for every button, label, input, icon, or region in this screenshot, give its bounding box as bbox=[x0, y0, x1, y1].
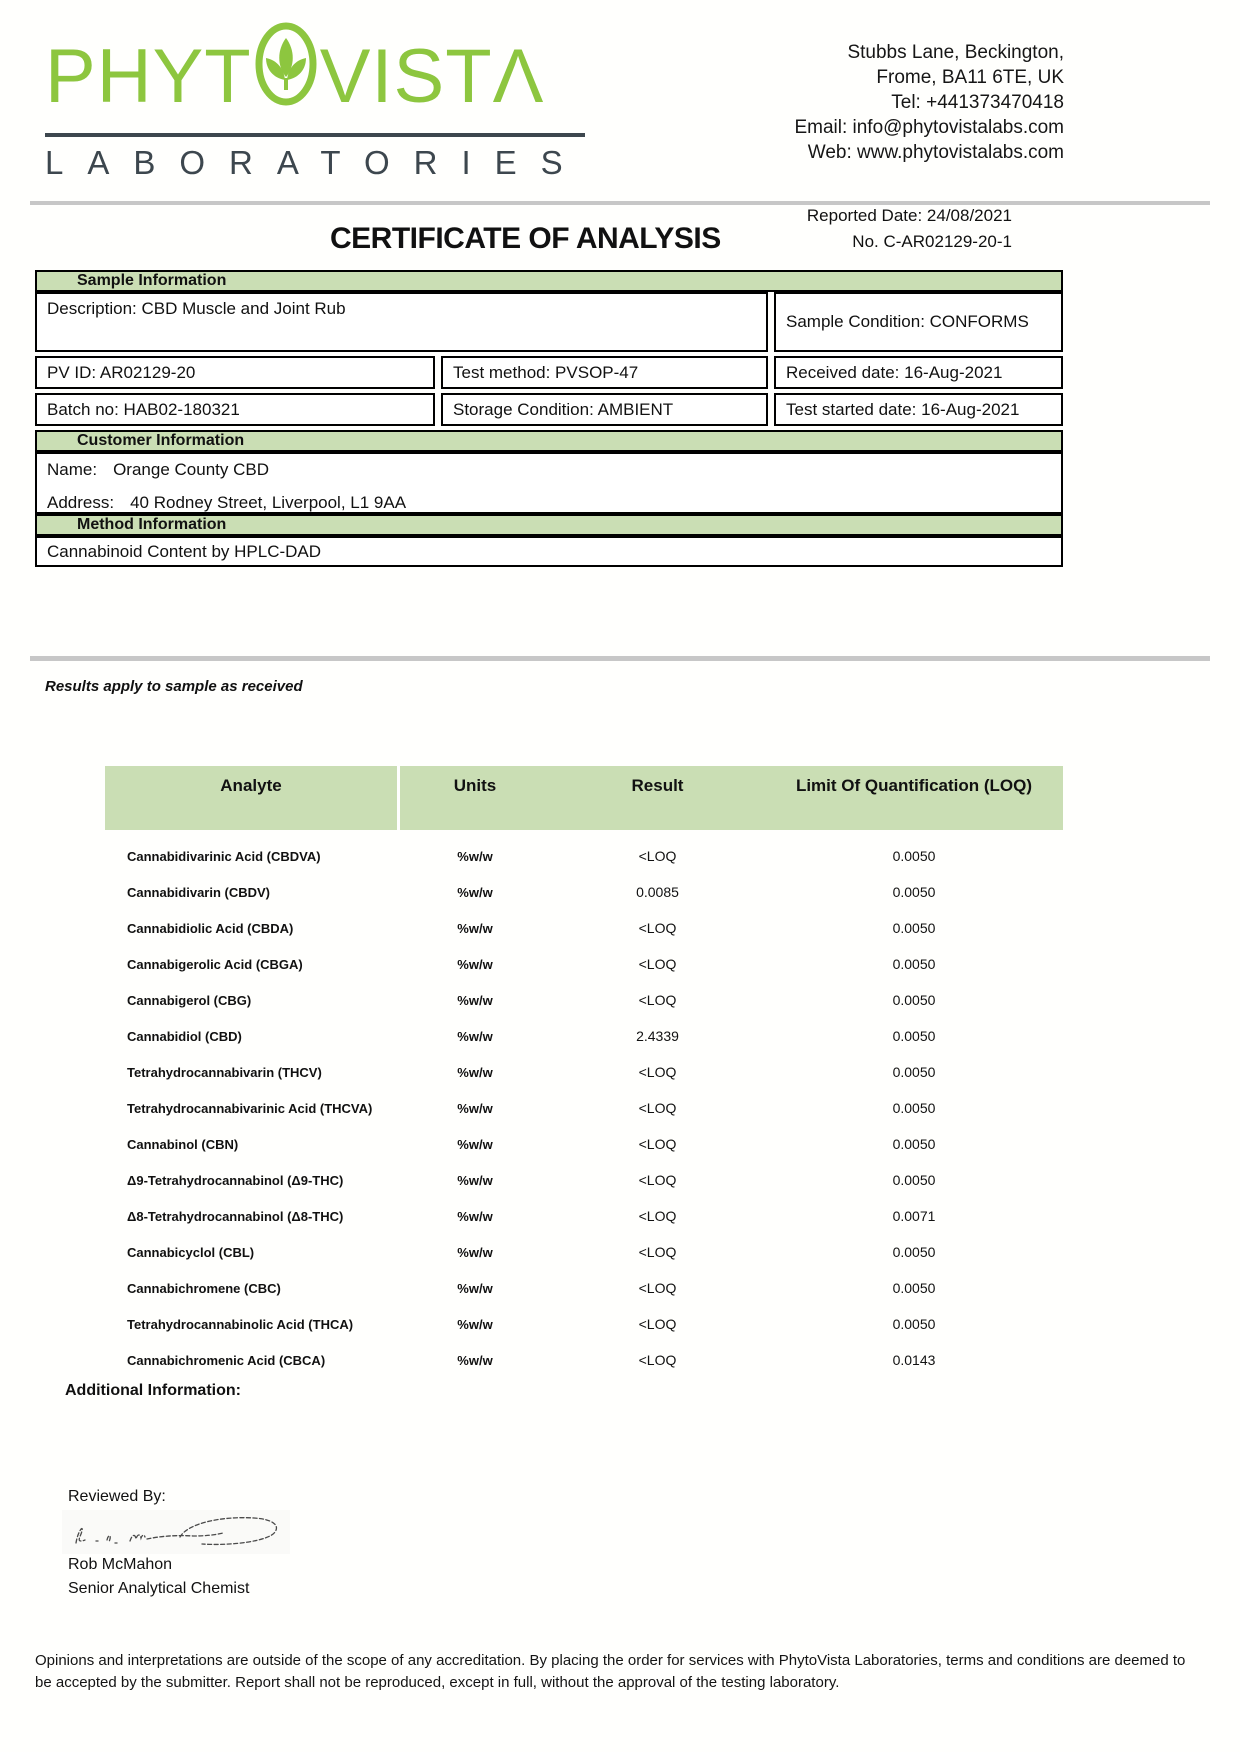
table-row bbox=[105, 910, 1063, 946]
result-cell: <LOQ bbox=[638, 992, 677, 1008]
table-row bbox=[105, 982, 1063, 1018]
units-cell: %w/w bbox=[457, 1316, 493, 1332]
signature-image bbox=[62, 1510, 302, 1559]
result-cell: <LOQ bbox=[638, 1352, 677, 1368]
analyte-cell: Cannabidivarinic Acid (CBDVA) bbox=[127, 848, 321, 864]
table-row bbox=[105, 838, 1063, 874]
table-row bbox=[105, 1342, 1063, 1378]
body-divider bbox=[30, 656, 1210, 661]
units-cell: %w/w bbox=[457, 848, 493, 864]
result-cell: 2.4339 bbox=[636, 1028, 679, 1044]
loq-cell: 0.0050 bbox=[892, 1100, 936, 1116]
sample-description-cell: Description: CBD Muscle and Joint Rub bbox=[35, 292, 768, 352]
column-header-analyte: Analyte bbox=[105, 766, 400, 830]
analyte-cell: Tetrahydrocannabivarin (THCV) bbox=[127, 1064, 322, 1080]
customer-name-label: Name: bbox=[47, 460, 98, 479]
units-cell: %w/w bbox=[457, 1280, 493, 1296]
disclaimer-text: Opinions and interpretations are outside of the scope of any accreditation. By placing the order for services with PhytoVista Laboratories, terms and conditions are deemed to be accepted by the submitter. Report shall not be reproduced, except in full, without the approval of the testing laboratory. bbox=[35, 1652, 1186, 1691]
units-cell: %w/w bbox=[457, 1208, 493, 1224]
units-cell: %w/w bbox=[457, 920, 493, 936]
analyte-cell: Tetrahydrocannabivarinic Acid (THCVA) bbox=[127, 1100, 373, 1116]
result-cell: <LOQ bbox=[638, 1208, 677, 1224]
results-table bbox=[105, 766, 1063, 1378]
result-cell: <LOQ bbox=[638, 1100, 677, 1116]
result-cell: <LOQ bbox=[638, 1244, 677, 1260]
logo-text-end: Λ bbox=[492, 33, 545, 119]
units-cell: %w/w bbox=[457, 1172, 493, 1188]
analyte-cell: Cannabidivarin (CBDV) bbox=[127, 884, 271, 900]
test-method-cell: Test method: PVSOP-47 bbox=[441, 356, 768, 389]
report-meta bbox=[807, 203, 1012, 255]
analyte-cell: Cannabichromenic Acid (CBCA) bbox=[127, 1352, 326, 1368]
section-header-method-information: Method Information bbox=[35, 514, 1063, 536]
loq-cell: 0.0143 bbox=[892, 1352, 936, 1368]
pv-id-cell: PV ID: AR02129-20 bbox=[35, 356, 435, 389]
batch-no-cell: Batch no: HAB02-180321 bbox=[35, 393, 435, 426]
table-row bbox=[105, 946, 1063, 982]
analyte-cell: Cannabigerol (CBG) bbox=[127, 992, 252, 1008]
logo-subtitle: LABORATORIES bbox=[45, 144, 587, 181]
results-note: Results apply to sample as received bbox=[45, 678, 303, 695]
result-cell: <LOQ bbox=[638, 848, 677, 864]
customer-address-line bbox=[47, 493, 1061, 513]
received-date-cell: Received date: 16-Aug-2021 bbox=[774, 356, 1063, 389]
table-row bbox=[105, 1018, 1063, 1054]
reviewer-title: Senior Analytical Chemist bbox=[68, 1580, 250, 1597]
loq-cell: 0.0050 bbox=[892, 992, 936, 1008]
loq-cell: 0.0050 bbox=[892, 1280, 936, 1296]
results-table-body bbox=[105, 838, 1063, 1378]
analyte-cell: Cannabidiolic Acid (CBDA) bbox=[127, 920, 294, 936]
result-cell: <LOQ bbox=[638, 920, 677, 936]
phytovista-logo bbox=[45, 22, 590, 182]
storage-condition-cell: Storage Condition: AMBIENT bbox=[441, 393, 768, 426]
loq-cell: 0.0050 bbox=[892, 1064, 936, 1080]
result-cell: <LOQ bbox=[638, 1136, 677, 1152]
units-cell: %w/w bbox=[457, 992, 493, 1008]
loq-cell: 0.0050 bbox=[892, 884, 936, 900]
reviewer-name: Rob McMahon bbox=[68, 1556, 173, 1573]
analyte-cell: Cannabidiol (CBD) bbox=[127, 1028, 242, 1044]
page-title: CERTIFICATE OF ANALYSIS bbox=[330, 222, 721, 255]
units-cell: %w/w bbox=[457, 884, 493, 900]
loq-cell: 0.0050 bbox=[892, 848, 936, 864]
method-cell: Cannabinoid Content by HPLC-DAD bbox=[35, 536, 1063, 567]
analyte-cell: Cannabicyclol (CBL) bbox=[127, 1244, 255, 1260]
logo-text-mid: VIST bbox=[319, 33, 493, 119]
logo-divider bbox=[45, 133, 585, 137]
contact-tel: Tel: +441373470418 bbox=[891, 92, 1064, 113]
contact-web: Web: www.phytovistalabs.com bbox=[807, 142, 1064, 163]
units-cell: %w/w bbox=[457, 956, 493, 972]
contact-city: Frome, BA11 6TE, UK bbox=[876, 67, 1064, 88]
table-row bbox=[105, 874, 1063, 910]
loq-cell: 0.0050 bbox=[892, 956, 936, 972]
column-header-result: Result bbox=[631, 776, 684, 795]
result-cell: 0.0085 bbox=[636, 884, 679, 900]
table-row bbox=[105, 1162, 1063, 1198]
sample-condition-cell: Sample Condition: CONFORMS bbox=[774, 292, 1063, 352]
contact-email: Email: info@phytovistalabs.com bbox=[794, 117, 1064, 138]
loq-cell: 0.0071 bbox=[892, 1208, 936, 1224]
additional-information-label: Additional Information: bbox=[65, 1382, 241, 1399]
analyte-cell: Cannabigerolic Acid (CBGA) bbox=[127, 956, 303, 972]
customer-name-line bbox=[47, 460, 1061, 480]
result-cell: <LOQ bbox=[638, 1316, 677, 1332]
units-cell: %w/w bbox=[457, 1136, 493, 1152]
units-cell: %w/w bbox=[457, 1064, 493, 1080]
table-row bbox=[105, 1198, 1063, 1234]
column-header-loq: Limit Of Quantification (LOQ) bbox=[795, 776, 1033, 795]
table-row bbox=[105, 1126, 1063, 1162]
customer-address-label: Address: bbox=[47, 493, 115, 512]
loq-cell: 0.0050 bbox=[892, 1136, 936, 1152]
reviewed-by-label: Reviewed By: bbox=[68, 1488, 166, 1505]
column-header-units: Units bbox=[453, 776, 497, 795]
test-started-date-cell: Test started date: 16-Aug-2021 bbox=[774, 393, 1063, 426]
results-table-header bbox=[105, 766, 1063, 830]
contact-street: Stubbs Lane, Beckington, bbox=[847, 42, 1064, 63]
result-cell: <LOQ bbox=[638, 1280, 677, 1296]
customer-address-value: 40 Rodney Street, Liverpool, L1 9AA bbox=[130, 493, 407, 512]
loq-cell: 0.0050 bbox=[892, 1244, 936, 1260]
result-cell: <LOQ bbox=[638, 1172, 677, 1188]
customer-name-value: Orange County CBD bbox=[113, 460, 269, 479]
units-cell: %w/w bbox=[457, 1028, 493, 1044]
analyte-cell: Δ9-Tetrahydrocannabinol (Δ9-THC) bbox=[127, 1172, 344, 1188]
analyte-cell: Δ8-Tetrahydrocannabinol (Δ8-THC) bbox=[127, 1208, 344, 1224]
loq-cell: 0.0050 bbox=[892, 920, 936, 936]
lab-contact-block bbox=[794, 40, 1064, 165]
logo-text-left: PHYT bbox=[45, 33, 252, 119]
result-cell: <LOQ bbox=[638, 1064, 677, 1080]
table-row bbox=[105, 1306, 1063, 1342]
table-row bbox=[105, 1054, 1063, 1090]
loq-cell: 0.0050 bbox=[892, 1316, 936, 1332]
section-header-sample-information: Sample Information bbox=[35, 270, 1063, 292]
loq-cell: 0.0050 bbox=[892, 1172, 936, 1188]
leaf-icon bbox=[255, 22, 317, 131]
units-cell: %w/w bbox=[457, 1244, 493, 1260]
analyte-cell: Cannabinol (CBN) bbox=[127, 1136, 239, 1152]
table-row bbox=[105, 1090, 1063, 1126]
loq-cell: 0.0050 bbox=[892, 1028, 936, 1044]
section-header-customer-information: Customer Information bbox=[35, 430, 1063, 452]
report-number: No. C-AR02129-20-1 bbox=[852, 232, 1012, 251]
table-row bbox=[105, 1270, 1063, 1306]
analyte-cell: Tetrahydrocannabinolic Acid (THCA) bbox=[127, 1316, 354, 1332]
units-cell: %w/w bbox=[457, 1352, 493, 1368]
result-cell: <LOQ bbox=[638, 956, 677, 972]
table-row bbox=[105, 1234, 1063, 1270]
header-divider bbox=[30, 201, 1210, 205]
customer-info-box bbox=[35, 452, 1063, 514]
units-cell: %w/w bbox=[457, 1100, 493, 1116]
analyte-cell: Cannabichromene (CBC) bbox=[127, 1280, 281, 1296]
logo-wordmark bbox=[45, 22, 590, 131]
reported-date: Reported Date: 24/08/2021 bbox=[806, 206, 1012, 225]
